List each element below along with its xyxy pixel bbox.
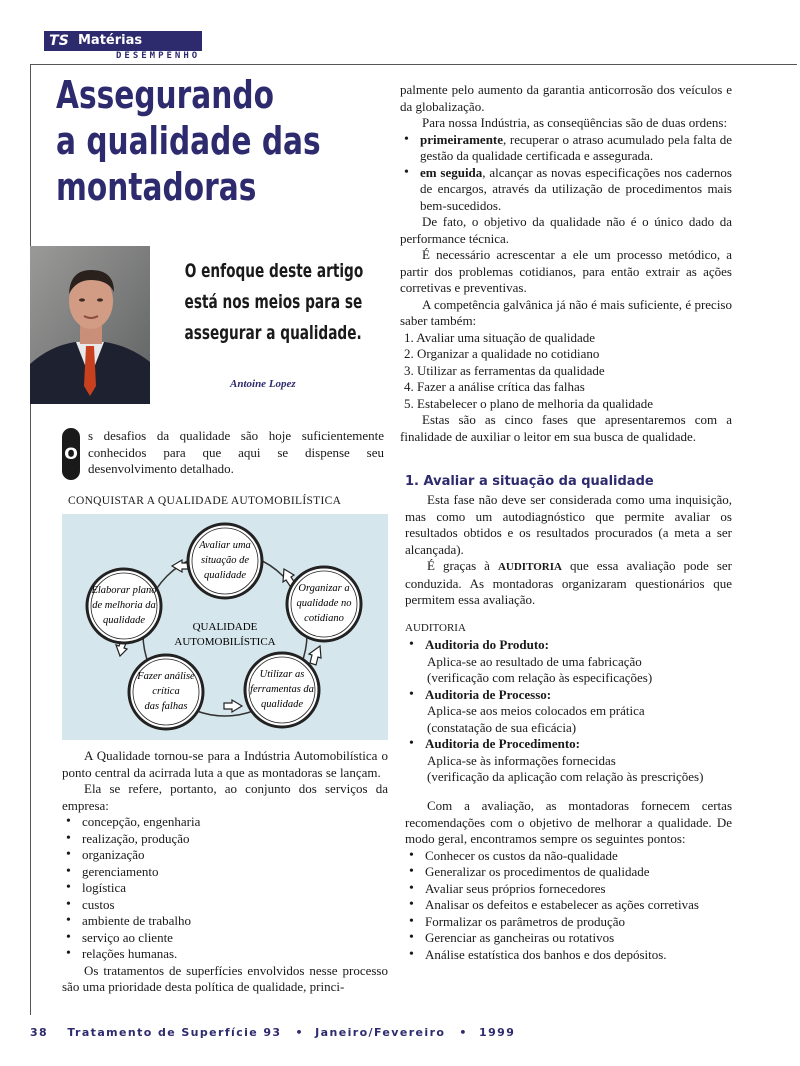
list-text: , alcançar as novas especificações nos cadernos de encargos, através da utilização de procedimentos mais bem-sucedidos. [420,164,732,213]
paragraph: Estas são as cinco fases que apresentaremos com a finalidade de auxiliar o leitor em sua busca de qualidade. [400,412,732,444]
list-item: • organização [62,847,388,864]
list-item: • Generalizar os procedimentos de qualidade [405,864,732,881]
list-item: • Formalizar os parâmetros de produção [405,914,732,931]
svg-text:qualidade: qualidade [103,615,145,626]
list-item: • Gerenciar as gancheiras ou rotativos [405,930,732,947]
audit-desc: Aplica-se aos meios colocados em prática [427,703,645,718]
orders-list [400,132,732,215]
page-footer: 38 Tratamento de Superfície 93 • Janeiro/Fevereiro • 1999 [30,1026,516,1039]
list-item: • logística [62,880,388,897]
emphasis: primeiramente [420,131,504,147]
audit-title: Auditoria de Procedimento: [425,736,581,751]
diagram-center-1: QUALIDADE [192,621,258,633]
svg-text:qualidade: qualidade [261,699,303,710]
list-item [400,132,732,165]
list-item: • gerenciamento [62,864,388,881]
audit-desc: (constatação de sua eficácia) [427,719,577,735]
title-line: montadoras [56,165,257,209]
svg-text:situação de: situação de [200,555,250,566]
audit-label: AUDITORIA [405,622,466,634]
audit-title: Auditoria de Processo: [425,686,552,702]
list-item [405,637,745,654]
points-list [405,848,732,964]
emphasis: AUDITORIA [497,561,562,573]
section-label: Matérias Técnicas [74,31,202,51]
svg-text:cotidiano: cotidiano [304,613,344,624]
list-item: • realização, produção [62,831,388,848]
issue-year: 1999 [479,1026,516,1039]
list-item: • serviço ao cliente [62,930,388,947]
paragraph: De fato, o objetivo da qualidade não é o único dado da performance técnica. [400,214,732,246]
svg-text:Organizar a: Organizar a [298,583,350,594]
audit-desc: (verificação com relação às especificações) [427,670,653,685]
audit-title: Auditoria do Produto: [425,637,549,652]
paragraph: A Qualidade tornou-se para a Indústria Automobilística o ponto central da acirrada luta a que as montadoras se lançam. [62,748,388,780]
svg-text:Utilizar as: Utilizar as [259,669,305,680]
diagram-node-analysis [129,655,203,729]
svg-text:crítica: crítica [152,686,180,697]
list-item [405,736,745,753]
svg-text:ferramentas da: ferramentas da [250,684,314,695]
list-text: , recuperar o atraso acumulado pela falta de gestão da qualidade certificada e assegurada. [420,131,732,163]
audit-desc: (verificação da aplicação com relação às prescrições) [427,769,704,784]
list-item: • Análise estatística dos banhos e dos depósitos. [405,947,732,964]
list-item: 2. Organizar a qualidade no cotidiano [404,346,600,361]
article-title [56,72,321,210]
svg-text:de melhoria da: de melhoria da [92,600,156,611]
paragraph: Com a avaliação, as montadoras fornecem certas recomendações com o objetivo de melhorar a qualidade. De modo geral, encontramos sempre os seguintes pontos: [405,798,732,846]
audit-list [405,637,745,786]
diagram-node-plan [87,569,161,643]
dropcap-letter: O [64,444,78,463]
title-line: Assegurando [56,73,274,117]
intro-paragraph: s desafios da qualidade são hoje suficientemente conhecidos para que aqui se dispense seu desenvolvimento detalhado. [88,428,384,476]
list-item: • Conhecer os custos da não-qualidade [405,848,732,865]
list-item: • Avaliar seus próprios fornecedores [405,881,732,898]
diagram-node-evaluate [188,524,262,598]
list-item: • relações humanas. [62,946,388,963]
list-item: • custos [62,897,388,914]
diagram-center-2: AUTOMOBILÍSTICA [174,636,276,648]
diagram-node-tools [245,653,319,727]
subhead-line: assegurar a qualidade. [184,322,362,344]
text-run: que essa avaliação pode ser conduzida. As montadoras organizaram questionários que permitem essa avaliação. [405,558,732,607]
svg-text:Avaliar uma: Avaliar uma [199,540,251,551]
svg-text:Fazer análise: Fazer análise [137,671,195,682]
list-item: 1. Avaliar uma situação de qualidade [404,329,596,345]
text-run: É graças à [427,558,498,573]
paragraph [405,558,732,609]
svg-text:das falhas: das falhas [144,701,188,712]
left-column-body [62,748,388,996]
paragraph: Ela se refere, portanto, ao conjunto dos serviços da empresa: [62,781,388,813]
list-item: 3. Utilizar as ferramentas da qualidade [404,362,605,378]
svg-text:qualidade no: qualidade no [296,598,352,609]
paragraph: Esta fase não deve ser considerada como uma inquisição, mas como um autodiagnóstico que permite avaliar os resultados obtidos e os resultados procurados (a meta a ser alcançada). [405,492,732,557]
steps-list [400,330,732,413]
svg-text:Elaborar plano: Elaborar plano [91,585,157,596]
section-heading: 1. Avaliar a situação da qualidade [405,474,654,489]
list-item [405,687,745,704]
subsection-label: DESEMPENHO [116,51,201,61]
diagram-node-organize [287,567,361,641]
title-line: a qualidade das [56,119,321,163]
audit-desc: Aplica-se às informações fornecidas [427,752,616,768]
subhead-line: O enfoque deste artigo [184,260,364,282]
list-item: • concepção, engenharia [62,814,388,831]
page-number: 38 [30,1026,49,1039]
audit-desc: Aplica-se ao resultado de uma fabricação [427,653,642,669]
paragraph: Para nossa Indústria, as conseqüências são de duas ordens: [422,115,728,130]
list-item: 5. Estabelecer o plano de melhoria da qualidade [404,395,654,411]
svg-text:qualidade: qualidade [204,570,246,581]
emphasis: em seguida [420,164,483,180]
magazine-name: Tratamento de Superfície 93 [67,1026,282,1039]
author-name: Antoine Lopez [230,378,296,390]
paragraph: Os tratamentos de superfícies envolvidos nesse processo são uma prioridade desta política de qualidade, princi- [62,962,388,994]
paragraph: A competência galvânica já não é mais suficiente, é preciso saber também: [400,296,732,328]
magazine-logo: TS [44,31,74,51]
right-column-top [400,82,732,445]
diagram-caption: CONQUISTAR A QUALIDADE AUTOMOBILÍSTICA [68,495,342,507]
paragraph: É necessário acrescentar a ele um processo metódico, a partir dos problemas cotidianos, para então extrair as ações corretivas e preventivas. [400,247,732,295]
issue-date: Janeiro/Fevereiro [315,1026,446,1039]
list-item: 4. Fazer a análise crítica das falhas [404,379,585,394]
subhead-line: está nos meios para se [184,291,363,313]
quality-cycle-diagram [62,514,388,740]
author-photo [30,246,150,404]
paragraph: palmente pelo aumento da garantia anticorrosão dos veículos e da globalização. [400,82,732,114]
list-item [400,165,732,215]
list-item: • Analisar os defeitos e estabelecer as ações corretivas [405,897,732,914]
services-list [62,814,388,963]
list-item: • ambiente de trabalho [62,913,388,930]
right-column-mid [405,492,732,609]
article-subhead [150,256,370,349]
right-column-bottom [405,798,732,963]
